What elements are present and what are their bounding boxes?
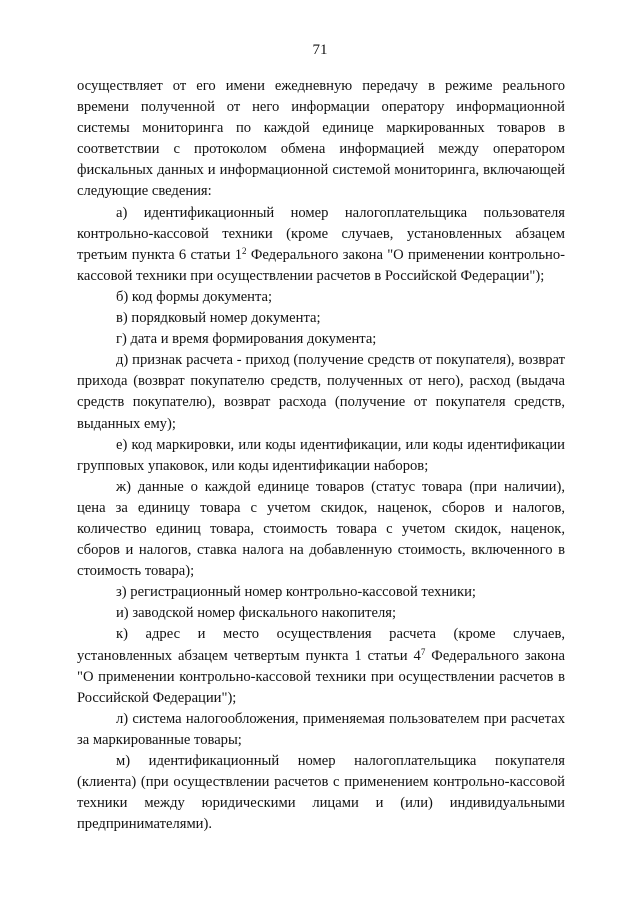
item-v-paragraph: в) порядковый номер документа; bbox=[116, 310, 321, 327]
item-a-text-before: а) идентификационный номер налогоплательщика пользователя контрольно-кассовой техники (кроме случаев, установленных абзацем третьим пункта 6 статьи 1 bbox=[77, 204, 565, 263]
item-k-text-after: Федерального закона "О применении контрольно-кассовой техники при осуществлении расчетов в Российской Федерации"); bbox=[77, 647, 565, 706]
item-k-text-before: к) адрес и место осуществления расчета (кроме случаев, установленных абзацем четвертым пункта 1 статьи 4 bbox=[77, 626, 565, 664]
page-number: 71 bbox=[312, 42, 328, 58]
item-g-paragraph: г) дата и время формирования документа; bbox=[116, 331, 377, 348]
item-i-paragraph: и) заводской номер фискального накопителя; bbox=[116, 605, 397, 622]
item-zh-paragraph: ж) данные о каждой единице товаров (статус товара (при наличии), цена за единицу товара с учетом скидок, наценок, сборов и налогов, количество единиц товара, стоимость товара с учетом скидок, наценок, сборов и налогов, ставка налога на добавленную стоимость, включенного в стоимость товара); bbox=[77, 478, 565, 580]
intro-paragraph: осуществляет от его имени ежедневную передачу в режиме реального времени полученной от него информации оператору информационной системы мониторинга по каждой единице маркированных товаров в соответствии с протоколом обмена информацией между оператором фискальных данных и информационной системой мониторинга, включающей следующие сведения: bbox=[77, 78, 565, 200]
item-a-superscript: 2 bbox=[242, 245, 247, 256]
item-a-text-after: Федерального закона "О применении контрольно-кассовой техники при осуществлении расчетов в Российской Федерации"); bbox=[77, 246, 565, 284]
item-a-paragraph bbox=[77, 203, 565, 287]
item-k-paragraph bbox=[77, 624, 565, 708]
item-z-paragraph: з) регистрационный номер контрольно-кассовой техники; bbox=[116, 584, 476, 601]
item-d-paragraph: д) признак расчета - приход (получение средств от покупателя), возврат прихода (возврат покупателю средств, полученных от него), расход (выдача средств покупателю), возврат расхода (получение от покупателя средств, выданных ему); bbox=[77, 352, 565, 432]
item-k-superscript: 7 bbox=[420, 646, 426, 657]
item-b-paragraph: б) код формы документа; bbox=[116, 288, 273, 305]
document-body bbox=[77, 76, 565, 835]
item-l-paragraph: л) система налогообложения, применяемая пользователем при расчетах за маркированные товары; bbox=[77, 710, 565, 748]
item-m-paragraph: м) идентификационный номер налогоплательщика покупателя (клиента) (при осуществлении расчетов с применением контрольно-кассовой техники между юридическими лицами и (или) индивидуальными предпринимателями). bbox=[77, 753, 565, 833]
item-e-paragraph: е) код маркировки, или коды идентификации, или коды идентификации групповых упаковок, или коды идентификации наборов; bbox=[77, 436, 565, 474]
